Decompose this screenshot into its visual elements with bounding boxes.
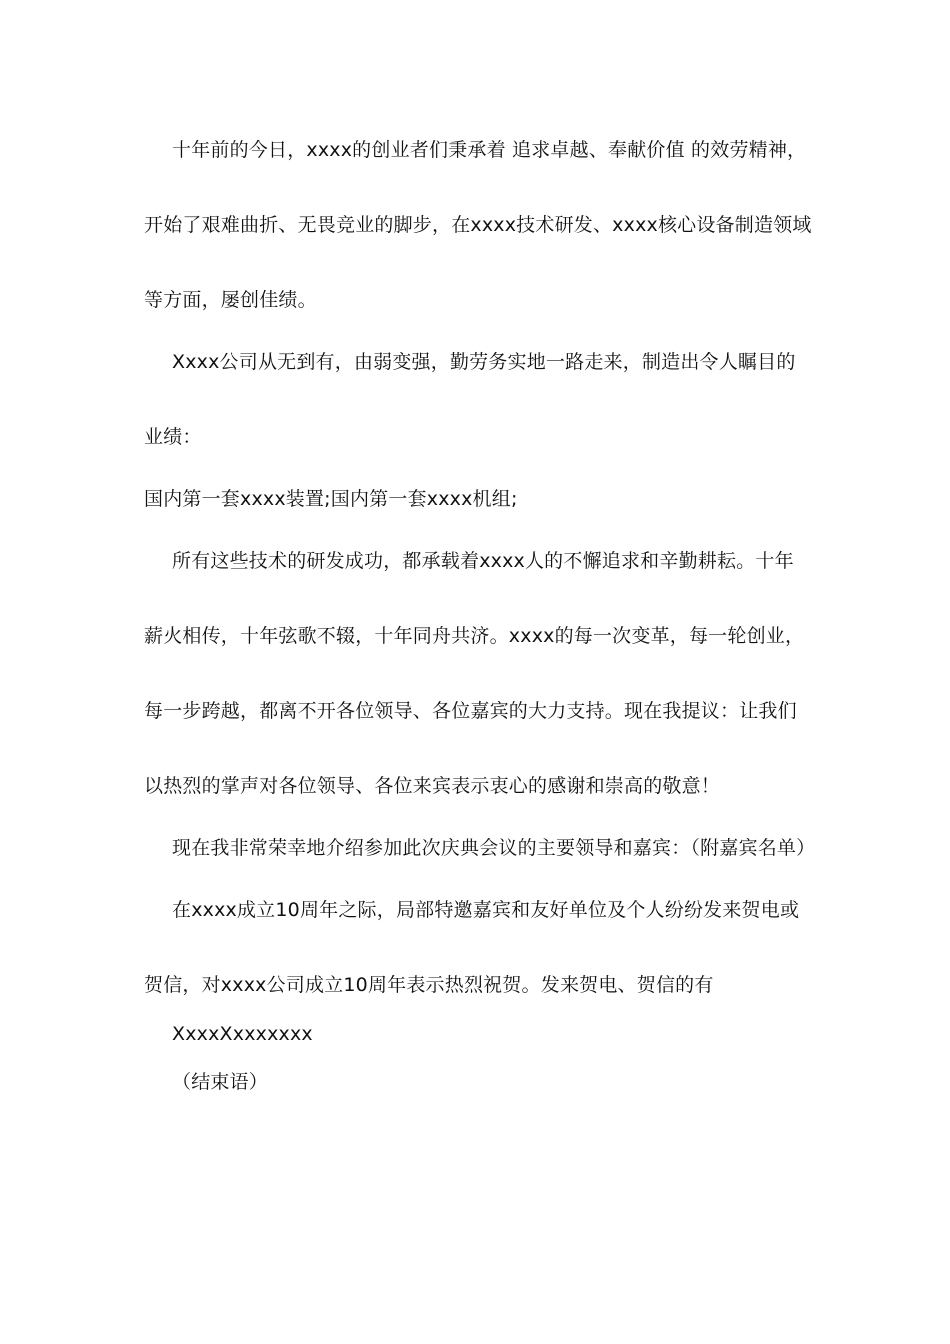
paragraph-line: Xxxx公司从无到有，由弱变强，勤劳务实地一路走来，制造出令人瞩目的 <box>172 351 796 373</box>
paragraph-line: 贺信，对xxxx公司成立10周年表示热烈祝贺。发来贺电、贺信的有 <box>144 974 714 996</box>
paragraph-line: 十年前的今日，xxxx的创业者们秉承着 追求卓越、奉献价值 的效劳精神， <box>172 139 807 161</box>
paragraph-line: 每一步跨越，都离不开各位领导、各位嘉宾的大力支持。现在我提议：让我们 <box>144 700 797 722</box>
paragraph-line: 在xxxx成立10周年之际，局部特邀嘉宾和友好单位及个人纷纷发来贺电或 <box>172 899 800 921</box>
paragraph-line: XxxxXxxxxxxx <box>172 1023 313 1045</box>
paragraph-line: 开始了艰难曲折、无畏竞业的脚步，在xxxx技术研发、xxxx核心设备制造领域 <box>144 214 812 236</box>
paragraph-line: 国内第一套xxxx装置;国内第一套xxxx机组; <box>144 488 518 510</box>
paragraph-line: 等方面，屡创佳绩。 <box>144 289 317 311</box>
paragraph-line: 现在我非常荣幸地介绍参加此次庆典会议的主要领导和嘉宾：（附嘉宾名单） <box>172 837 816 859</box>
paragraph-line: 以热烈的掌声对各位领导、各位来宾表示衷心的感谢和崇高的敬意！ <box>144 775 721 797</box>
paragraph-line: 薪火相传，十年弦歌不辍，十年同舟共济。xxxx的每一次变革，每一轮创业， <box>144 625 805 647</box>
paragraph-line: 所有这些技术的研发成功，都承载着xxxx人的不懈追求和辛勤耕耘。十年 <box>172 550 794 572</box>
closing-remark: （结束语） <box>172 1071 269 1093</box>
paragraph-line: 业绩： <box>144 426 202 448</box>
